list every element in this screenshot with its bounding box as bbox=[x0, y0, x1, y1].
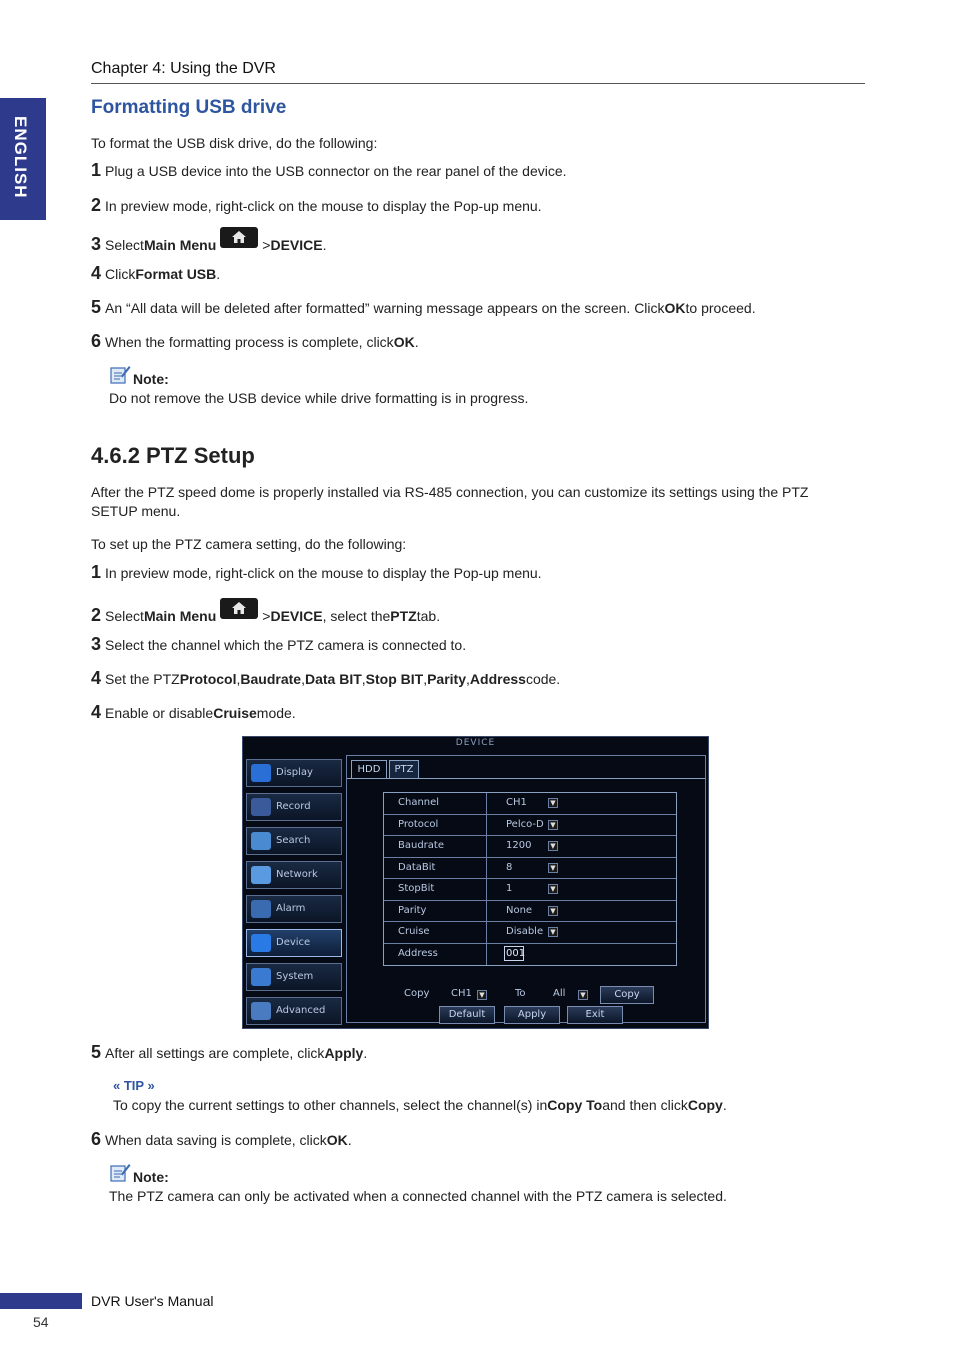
format-note bbox=[109, 364, 169, 387]
search-icon bbox=[251, 832, 271, 850]
dvr-menu-system[interactable]: System bbox=[246, 963, 342, 991]
display-icon bbox=[251, 764, 271, 782]
chevron-down-icon[interactable]: ▼ bbox=[548, 927, 558, 937]
apply-button[interactable]: Apply bbox=[504, 1006, 560, 1024]
ptz-row-protocol[interactable]: Protocol Pelco-D ▼ bbox=[384, 815, 676, 837]
alarm-icon bbox=[251, 900, 271, 918]
ptz-note-text: The PTZ camera can only be activated when a connected channel with the PTZ camera is selected. bbox=[109, 1188, 727, 1204]
exit-button[interactable]: Exit bbox=[567, 1006, 623, 1024]
language-tab bbox=[0, 98, 46, 220]
ptz-intro-line-2: SETUP menu. bbox=[91, 503, 181, 519]
tip-text: To copy the current settings to other channels, select the channel(s) in Copy To and then click Copy . bbox=[113, 1097, 727, 1113]
network-icon bbox=[251, 866, 271, 884]
format-note-text: Do not remove the USB device while drive formatting is in progress. bbox=[109, 390, 529, 406]
chevron-down-icon[interactable]: ▼ bbox=[477, 990, 487, 1000]
section-title-format-usb: Formatting USB drive bbox=[91, 97, 287, 118]
chevron-down-icon[interactable]: ▼ bbox=[548, 863, 558, 873]
ptz-row-baudrate[interactable]: Baudrate 1200 ▼ bbox=[384, 836, 676, 858]
ptz-row-parity[interactable]: Parity None ▼ bbox=[384, 901, 676, 923]
ptz-note bbox=[109, 1162, 169, 1185]
wrench-icon bbox=[251, 1002, 271, 1020]
dvr-menu-display[interactable]: Display bbox=[246, 759, 342, 787]
copy-to-value: All bbox=[553, 988, 566, 999]
device-icon bbox=[251, 934, 271, 952]
dvr-menu-record[interactable]: Record bbox=[246, 793, 342, 821]
chevron-down-icon[interactable]: ▼ bbox=[578, 990, 588, 1000]
ptz-row-cruise[interactable]: Cruise Disable ▼ bbox=[384, 922, 676, 944]
format-step-3: 3 Select Main Menu > DEVICE . bbox=[91, 229, 326, 255]
chevron-down-icon[interactable]: ▼ bbox=[548, 841, 558, 851]
ptz-intro-2: To set up the PTZ camera setting, do the following: bbox=[91, 536, 407, 552]
note-icon bbox=[109, 1162, 131, 1185]
tab-hdd[interactable]: HDD bbox=[351, 760, 387, 778]
copy-label: Copy bbox=[404, 988, 430, 999]
header-divider bbox=[91, 83, 865, 84]
dvr-device-screenshot bbox=[242, 736, 709, 1029]
dvr-device-panel bbox=[346, 755, 706, 1023]
tab-ptz[interactable]: PTZ bbox=[389, 760, 419, 778]
page-number: 54 bbox=[33, 1314, 49, 1330]
format-step-1: 1 Plug a USB device into the USB connector on the rear panel of the device. bbox=[91, 160, 567, 180]
dvr-title: DEVICE bbox=[455, 738, 496, 748]
record-icon bbox=[251, 798, 271, 816]
section-title-ptz: 4.6.2 PTZ Setup bbox=[91, 443, 255, 468]
format-step-6: 6 When the formatting process is complete, click OK . bbox=[91, 331, 419, 351]
chevron-down-icon[interactable]: ▼ bbox=[548, 798, 558, 808]
format-step-5: 5 An “All data will be deleted after formatted” warning message appears on the screen. Click OK to proceed. bbox=[91, 297, 756, 317]
ptz-step-4: 4 Set the PTZ Protocol , Baudrate , Data BIT , Stop BIT , Parity , Address code. bbox=[91, 668, 561, 688]
footer-manual-title: DVR User's Manual bbox=[91, 1293, 214, 1309]
ptz-step-3: 3 Select the channel which the PTZ camera is connected to. bbox=[91, 634, 467, 654]
chevron-down-icon[interactable]: ▼ bbox=[548, 820, 558, 830]
dvr-menu-advanced[interactable]: Advanced bbox=[246, 997, 342, 1025]
chevron-down-icon[interactable]: ▼ bbox=[548, 906, 558, 916]
default-button[interactable]: Default bbox=[439, 1006, 495, 1024]
chapter-header: Chapter 4: Using the DVR bbox=[91, 60, 276, 77]
ptz-row-databit[interactable]: DataBit 8 ▼ bbox=[384, 858, 676, 880]
gear-icon bbox=[251, 968, 271, 986]
ptz-row-stopbit[interactable]: StopBit 1 ▼ bbox=[384, 879, 676, 901]
copy-from-value: CH1 bbox=[451, 988, 472, 999]
dvr-menu-device[interactable]: Device bbox=[246, 929, 342, 957]
ptz-intro-line-1: After the PTZ speed dome is properly installed via RS-485 connection, you can customize its settings using the PTZ bbox=[91, 484, 809, 500]
address-input[interactable]: 001 bbox=[506, 947, 526, 959]
ptz-step-6: 6 When data saving is complete, click OK . bbox=[91, 1129, 352, 1149]
ptz-step-4b: 4 Enable or disable Cruise mode. bbox=[91, 702, 296, 722]
format-intro: To format the USB disk drive, do the following: bbox=[91, 135, 378, 151]
ptz-step-1: 1 In preview mode, right-click on the mouse to display the Pop-up menu. bbox=[91, 562, 542, 582]
format-step-2: 2 In preview mode, right-click on the mouse to display the Pop-up menu. bbox=[91, 195, 542, 215]
note-label: Note: bbox=[133, 371, 169, 387]
home-icon bbox=[220, 598, 258, 619]
home-icon bbox=[220, 227, 258, 248]
to-label: To bbox=[515, 988, 526, 999]
tip-label: « TIP » bbox=[113, 1078, 155, 1093]
ptz-row-channel[interactable]: Channel CH1 ▼ bbox=[384, 793, 676, 815]
language-tab-label: ENGLISH bbox=[11, 116, 30, 199]
copy-button[interactable]: Copy bbox=[600, 986, 654, 1004]
footer-bar bbox=[0, 1293, 82, 1309]
note-label: Note: bbox=[133, 1169, 169, 1185]
note-icon bbox=[109, 364, 131, 387]
dvr-menu-network[interactable]: Network bbox=[246, 861, 342, 889]
ptz-row-address: Address 001 bbox=[384, 944, 676, 966]
dvr-menu-alarm[interactable]: Alarm bbox=[246, 895, 342, 923]
ptz-step-5: 5 After all settings are complete, click Apply . bbox=[91, 1042, 368, 1062]
format-step-4: 4 Click Format USB . bbox=[91, 263, 221, 283]
dvr-menu-search[interactable]: Search bbox=[246, 827, 342, 855]
tab-underline bbox=[347, 778, 705, 779]
chevron-down-icon[interactable]: ▼ bbox=[548, 884, 558, 894]
ptz-step-2: 2 Select Main Menu > DEVICE , select the PTZ tab. bbox=[91, 600, 440, 626]
ptz-settings-table bbox=[383, 792, 677, 966]
